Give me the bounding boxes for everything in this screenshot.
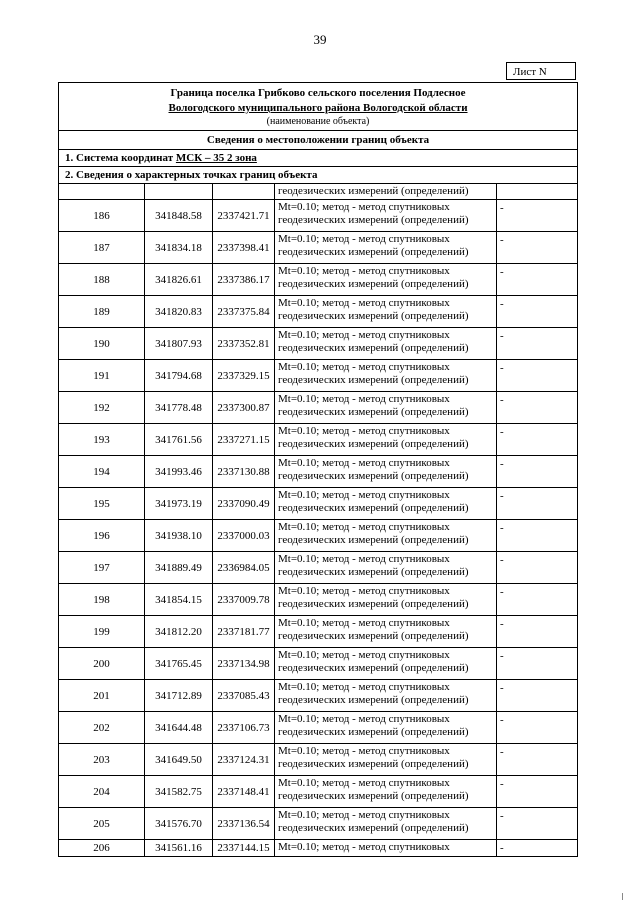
coord-y: 2337106.73 bbox=[213, 712, 275, 744]
coord-x: 341649.50 bbox=[145, 744, 213, 776]
point-note: - bbox=[497, 840, 578, 857]
accuracy-line1: Mt=0.10; метод - метод спутниковых bbox=[278, 681, 450, 693]
accuracy-line1: Mt=0.10; метод - метод спутниковых bbox=[278, 617, 450, 629]
accuracy-method bbox=[275, 264, 497, 296]
coord-y: 2337136.54 bbox=[213, 808, 275, 840]
accuracy-line1: Mt=0.10; метод - метод спутниковых bbox=[278, 489, 450, 501]
table-row bbox=[59, 808, 578, 840]
boundary-table bbox=[58, 82, 578, 857]
point-number: 196 bbox=[59, 520, 145, 552]
accuracy-method bbox=[275, 296, 497, 328]
point-number: 188 bbox=[59, 264, 145, 296]
accuracy-line1: Mt=0.10; метод - метод спутниковых bbox=[278, 361, 450, 373]
point-note: - bbox=[497, 424, 578, 456]
accuracy-method bbox=[275, 808, 497, 840]
point-number: 203 bbox=[59, 744, 145, 776]
point-note: - bbox=[497, 360, 578, 392]
points-heading: 2. Сведения о характерных точках границ объекта bbox=[59, 167, 578, 184]
accuracy-line1: Mt=0.10; метод - метод спутниковых bbox=[278, 585, 450, 597]
coord-x: 341761.56 bbox=[145, 424, 213, 456]
coord-y: 2337329.15 bbox=[213, 360, 275, 392]
table-row bbox=[59, 296, 578, 328]
point-number: 192 bbox=[59, 392, 145, 424]
accuracy-line2: геодезических измерений (определений) bbox=[278, 758, 469, 770]
coord-x: 341644.48 bbox=[145, 712, 213, 744]
accuracy-line2: геодезических измерений (определений) bbox=[278, 342, 469, 354]
point-number: 197 bbox=[59, 552, 145, 584]
scan-mark bbox=[622, 893, 623, 900]
point-number: 194 bbox=[59, 456, 145, 488]
point-number: 204 bbox=[59, 776, 145, 808]
coord-y: 2337386.17 bbox=[213, 264, 275, 296]
coord-x: 341993.46 bbox=[145, 456, 213, 488]
page-number: 39 bbox=[313, 32, 327, 47]
point-note: - bbox=[497, 520, 578, 552]
point-note: - bbox=[497, 616, 578, 648]
accuracy-method bbox=[275, 488, 497, 520]
point-note: - bbox=[497, 392, 578, 424]
coord-x: 341576.70 bbox=[145, 808, 213, 840]
cell-y bbox=[213, 184, 275, 200]
object-title-line1: Граница поселка Грибково сельского поселения Подлесное bbox=[170, 87, 466, 99]
coord-y: 2337271.15 bbox=[213, 424, 275, 456]
point-number: 199 bbox=[59, 616, 145, 648]
coord-y: 2337398.41 bbox=[213, 232, 275, 264]
point-note: - bbox=[497, 776, 578, 808]
coord-x: 341938.10 bbox=[145, 520, 213, 552]
accuracy-method bbox=[275, 616, 497, 648]
table-row bbox=[59, 488, 578, 520]
accuracy-line2: геодезических измерений (определений) bbox=[278, 246, 469, 258]
table-row bbox=[59, 712, 578, 744]
point-number: 205 bbox=[59, 808, 145, 840]
coord-x: 341807.93 bbox=[145, 328, 213, 360]
accuracy-line1: Mt=0.10; метод - метод спутниковых bbox=[278, 265, 450, 277]
accuracy-method bbox=[275, 680, 497, 712]
accuracy-method bbox=[275, 328, 497, 360]
coord-x: 341826.61 bbox=[145, 264, 213, 296]
accuracy-line2: геодезических измерений (определений) bbox=[278, 374, 469, 386]
accuracy-line2: геодезических измерений (определений) bbox=[278, 406, 469, 418]
coord-x: 341561.16 bbox=[145, 840, 213, 857]
accuracy-method: Mt=0.10; метод - метод спутниковых bbox=[275, 840, 497, 857]
coord-x: 341712.89 bbox=[145, 680, 213, 712]
point-note: - bbox=[497, 680, 578, 712]
point-number: 198 bbox=[59, 584, 145, 616]
point-number: 200 bbox=[59, 648, 145, 680]
coord-x: 341765.45 bbox=[145, 648, 213, 680]
point-note: - bbox=[497, 200, 578, 232]
point-note: - bbox=[497, 328, 578, 360]
accuracy-line2: геодезических измерений (определений) bbox=[278, 822, 469, 834]
continuation-text: геодезических измерений (определений) bbox=[275, 184, 497, 200]
coord-x: 341889.49 bbox=[145, 552, 213, 584]
coord-x: 341820.83 bbox=[145, 296, 213, 328]
object-title-caption: (наименование объекта) bbox=[266, 116, 370, 127]
coord-y: 2336984.05 bbox=[213, 552, 275, 584]
accuracy-line1: Mt=0.10; метод - метод спутниковых bbox=[278, 233, 450, 245]
accuracy-method bbox=[275, 584, 497, 616]
table-row bbox=[59, 328, 578, 360]
table-row bbox=[59, 616, 578, 648]
accuracy-line1: Mt=0.10; метод - метод спутниковых bbox=[278, 553, 450, 565]
coord-y: 2337375.84 bbox=[213, 296, 275, 328]
point-number: 186 bbox=[59, 200, 145, 232]
coord-y: 2337352.81 bbox=[213, 328, 275, 360]
accuracy-method bbox=[275, 712, 497, 744]
table-row bbox=[59, 744, 578, 776]
table-row bbox=[59, 200, 578, 232]
accuracy-line2: геодезических измерений (определений) bbox=[278, 502, 469, 514]
point-number: 202 bbox=[59, 712, 145, 744]
coord-x: 341582.75 bbox=[145, 776, 213, 808]
coord-y: 2337421.71 bbox=[213, 200, 275, 232]
accuracy-line1: Mt=0.10; метод - метод спутниковых bbox=[278, 777, 450, 789]
cell-num bbox=[59, 184, 145, 200]
coord-x: 341778.48 bbox=[145, 392, 213, 424]
accuracy-line2: геодезических измерений (определений) bbox=[278, 534, 469, 546]
point-number: 201 bbox=[59, 680, 145, 712]
coord-x: 341854.15 bbox=[145, 584, 213, 616]
coord-y: 2337090.49 bbox=[213, 488, 275, 520]
coord-system-value: МСК – 35 2 зона bbox=[175, 152, 257, 164]
point-note: - bbox=[497, 808, 578, 840]
accuracy-method bbox=[275, 456, 497, 488]
coord-x: 341794.68 bbox=[145, 360, 213, 392]
accuracy-line1: Mt=0.10; метод - метод спутниковых bbox=[278, 649, 450, 661]
coord-y: 2337124.31 bbox=[213, 744, 275, 776]
accuracy-line2: геодезических измерений (определений) bbox=[278, 662, 469, 674]
table-row bbox=[59, 680, 578, 712]
point-note: - bbox=[497, 584, 578, 616]
table-row bbox=[59, 456, 578, 488]
accuracy-method bbox=[275, 200, 497, 232]
accuracy-line1: Mt=0.10; метод - метод спутниковых bbox=[278, 329, 450, 341]
point-number: 193 bbox=[59, 424, 145, 456]
accuracy-line2: геодезических измерений (определений) bbox=[278, 214, 469, 226]
accuracy-line1: Mt=0.10; метод - метод спутниковых bbox=[278, 297, 450, 309]
object-title-line2: Вологодского муниципального района Вологодской области bbox=[168, 102, 468, 114]
accuracy-line2: геодезических измерений (определений) bbox=[278, 726, 469, 738]
point-note: - bbox=[497, 488, 578, 520]
coord-x: 341834.18 bbox=[145, 232, 213, 264]
accuracy-line2: геодезических измерений (определений) bbox=[278, 566, 469, 578]
continuation-row bbox=[59, 184, 578, 200]
table-row bbox=[59, 840, 578, 857]
point-number: 195 bbox=[59, 488, 145, 520]
table-row bbox=[59, 424, 578, 456]
sheet-label: Лист N bbox=[506, 62, 576, 80]
accuracy-line2: геодезических измерений (определений) bbox=[278, 630, 469, 642]
point-number: 189 bbox=[59, 296, 145, 328]
accuracy-method bbox=[275, 424, 497, 456]
table-row bbox=[59, 648, 578, 680]
coord-y: 2337130.88 bbox=[213, 456, 275, 488]
accuracy-method bbox=[275, 392, 497, 424]
accuracy-line1: Mt=0.10; метод - метод спутниковых bbox=[278, 393, 450, 405]
point-number: 191 bbox=[59, 360, 145, 392]
point-note: - bbox=[497, 296, 578, 328]
point-number: 190 bbox=[59, 328, 145, 360]
accuracy-method bbox=[275, 648, 497, 680]
coord-system bbox=[59, 150, 578, 167]
point-note: - bbox=[497, 456, 578, 488]
point-note: - bbox=[497, 712, 578, 744]
coord-y: 2337000.03 bbox=[213, 520, 275, 552]
accuracy-method bbox=[275, 360, 497, 392]
table-row bbox=[59, 552, 578, 584]
accuracy-line2: геодезических измерений (определений) bbox=[278, 598, 469, 610]
table-row bbox=[59, 584, 578, 616]
cell-note bbox=[497, 184, 578, 200]
section-title: Сведения о местоположении границ объекта bbox=[59, 131, 578, 150]
table-row bbox=[59, 776, 578, 808]
coord-y: 2337134.98 bbox=[213, 648, 275, 680]
accuracy-method bbox=[275, 232, 497, 264]
point-note: - bbox=[497, 264, 578, 296]
cell-x bbox=[145, 184, 213, 200]
coord-system-prefix: 1. Система координат bbox=[65, 152, 176, 164]
accuracy-line2: геодезических измерений (определений) bbox=[278, 694, 469, 706]
object-title bbox=[59, 83, 578, 131]
accuracy-method bbox=[275, 552, 497, 584]
table-row bbox=[59, 392, 578, 424]
point-note: - bbox=[497, 232, 578, 264]
coord-y: 2337300.87 bbox=[213, 392, 275, 424]
accuracy-line1: Mt=0.10; метод - метод спутниковых bbox=[278, 521, 450, 533]
point-number: 206 bbox=[59, 840, 145, 857]
accuracy-method bbox=[275, 520, 497, 552]
accuracy-line2: геодезических измерений (определений) bbox=[278, 310, 469, 322]
coord-x: 341812.20 bbox=[145, 616, 213, 648]
coord-y: 2337009.78 bbox=[213, 584, 275, 616]
accuracy-line1: Mt=0.10; метод - метод спутниковых bbox=[278, 809, 450, 821]
point-note: - bbox=[497, 552, 578, 584]
accuracy-line1: Mt=0.10; метод - метод спутниковых bbox=[278, 425, 450, 437]
accuracy-line1: Mt=0.10; метод - метод спутниковых bbox=[278, 457, 450, 469]
point-number: 187 bbox=[59, 232, 145, 264]
coord-x: 341973.19 bbox=[145, 488, 213, 520]
table-row bbox=[59, 264, 578, 296]
accuracy-line2: геодезических измерений (определений) bbox=[278, 438, 469, 450]
coord-y: 2337085.43 bbox=[213, 680, 275, 712]
point-note: - bbox=[497, 744, 578, 776]
point-note: - bbox=[497, 648, 578, 680]
table-row bbox=[59, 232, 578, 264]
table-row bbox=[59, 520, 578, 552]
table-row bbox=[59, 360, 578, 392]
accuracy-line2: геодезических измерений (определений) bbox=[278, 470, 469, 482]
accuracy-line1: Mt=0.10; метод - метод спутниковых bbox=[278, 713, 450, 725]
accuracy-line2: геодезических измерений (определений) bbox=[278, 790, 469, 802]
accuracy-line1: Mt=0.10; метод - метод спутниковых bbox=[278, 201, 450, 213]
coord-x: 341848.58 bbox=[145, 200, 213, 232]
coord-y: 2337181.77 bbox=[213, 616, 275, 648]
accuracy-method bbox=[275, 744, 497, 776]
coord-y: 2337144.15 bbox=[213, 840, 275, 857]
accuracy-line1: Mt=0.10; метод - метод спутниковых bbox=[278, 745, 450, 757]
accuracy-method bbox=[275, 776, 497, 808]
coord-y: 2337148.41 bbox=[213, 776, 275, 808]
accuracy-line2: геодезических измерений (определений) bbox=[278, 278, 469, 290]
